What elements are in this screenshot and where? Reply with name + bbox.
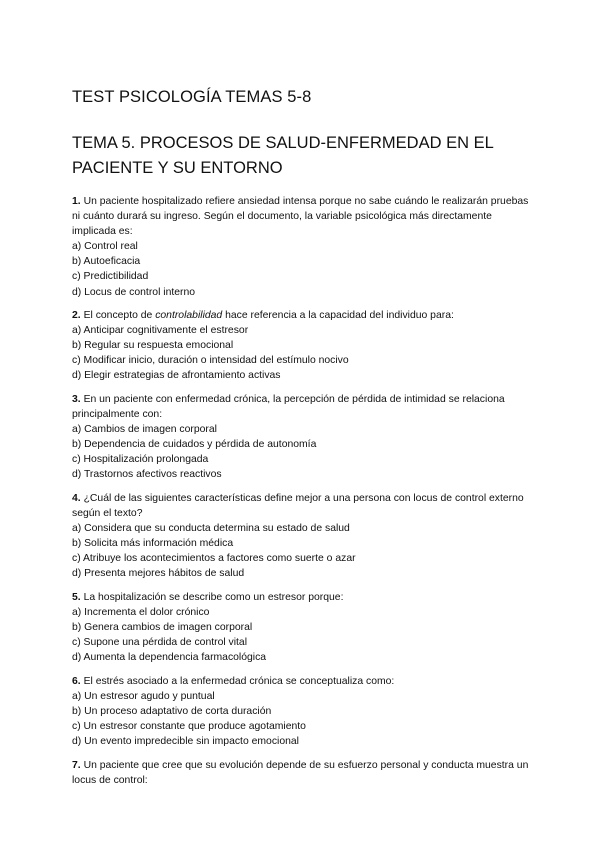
option-a: a) Un estresor agudo y puntual (72, 690, 215, 702)
option-a: a) Cambios de imagen corporal (72, 424, 217, 436)
option-c: c) Predictibilidad (72, 271, 149, 283)
question-number: 3. (72, 393, 81, 405)
question-text: La hospitalización se describe como un estresor porque: (83, 591, 344, 603)
option-b: b) Genera cambios de imagen corporal (72, 622, 253, 633)
option-b: b) Dependencia de cuidados y pérdida de autonomía (72, 439, 317, 451)
question-text: En un paciente con enfermedad crónica, la percepción de pérdida de intimidad se relaciona principalmente con: (72, 393, 505, 420)
question-number: 5. (72, 591, 81, 603)
option-b: b) Autoeficacia (72, 256, 141, 268)
option-d: d) Elegir estrategias de afrontamiento activas (72, 370, 281, 382)
option-d: d) Locus de control interno (72, 286, 196, 298)
question-number: 1. (72, 196, 81, 207)
option-c: c) Un estresor constante que produce agotamiento (72, 720, 306, 732)
question-stem (72, 590, 532, 605)
question-stem (72, 674, 532, 689)
question-text-before: El concepto de (83, 310, 153, 322)
document-page (72, 88, 532, 796)
option-d: d) Trastornos afectivos reactivos (72, 469, 222, 481)
question-stem (72, 491, 532, 521)
document-title: TEST PSICOLOGÍA TEMAS 5-8 (72, 88, 312, 106)
question-number: 4. (72, 492, 81, 504)
section-title: TEMA 5. PROCESOS DE SALUD-ENFERMEDAD EN EL PACIENTE Y SU ENTORNO (72, 134, 494, 177)
option-d: d) Un evento impredecible sin impacto emocional (72, 736, 299, 748)
question-text: El estrés asociado a la enfermedad crónica se conceptualiza como: (83, 675, 395, 687)
question-term: controlabilidad (155, 310, 223, 322)
question-text-after: hace referencia a la capacidad del individuo para: (225, 310, 454, 322)
question-number: 6. (72, 675, 81, 687)
question-5 (72, 590, 532, 665)
option-a: a) Anticipar cognitivamente el estresor (72, 325, 249, 337)
question-text: Un paciente hospitalizado refiere ansiedad intensa porque no sabe cuándo le realizarán pruebas ni cuánto durará su ingreso. Según el documento, la variable psicológica más directamente implicada es: (72, 196, 529, 238)
question-stem (72, 194, 532, 239)
question-4 (72, 491, 532, 582)
question-6 (72, 674, 532, 749)
option-d: d) Presenta mejores hábitos de salud (72, 568, 245, 580)
question-stem (72, 308, 532, 323)
question-text: Un paciente que cree que su evolución depende de su esfuerzo personal y conducta muestra un locus de control: (72, 759, 529, 786)
question-stem (72, 758, 532, 788)
question-stem (72, 392, 532, 422)
option-b: b) Regular su respuesta emocional (72, 340, 234, 352)
option-b: b) Un proceso adaptativo de corta duración (72, 705, 272, 717)
question-number: 2. (72, 310, 81, 322)
question-2 (72, 308, 532, 383)
option-a: a) Incrementa el dolor crónico (72, 606, 210, 618)
option-b: b) Solicita más información médica (72, 538, 234, 550)
question-1 (72, 194, 532, 300)
option-c: c) Modificar inicio, duración o intensidad del estímulo nocivo (72, 355, 349, 367)
option-c: c) Supone una pérdida de control vital (72, 637, 248, 649)
option-a: a) Considera que su conducta determina su estado de salud (72, 523, 350, 535)
question-3 (72, 392, 532, 483)
option-c: c) Hospitalización prolongada (72, 454, 209, 466)
question-number: 7. (72, 759, 81, 771)
question-text: ¿Cuál de las siguientes características define mejor a una persona con locus de control externo según el texto? (72, 492, 524, 519)
option-a: a) Control real (72, 241, 138, 253)
question-7 (72, 758, 532, 788)
option-d: d) Aumenta la dependencia farmacológica (72, 652, 267, 664)
option-c: c) Atribuye los acontecimientos a factores como suerte o azar (72, 553, 356, 565)
